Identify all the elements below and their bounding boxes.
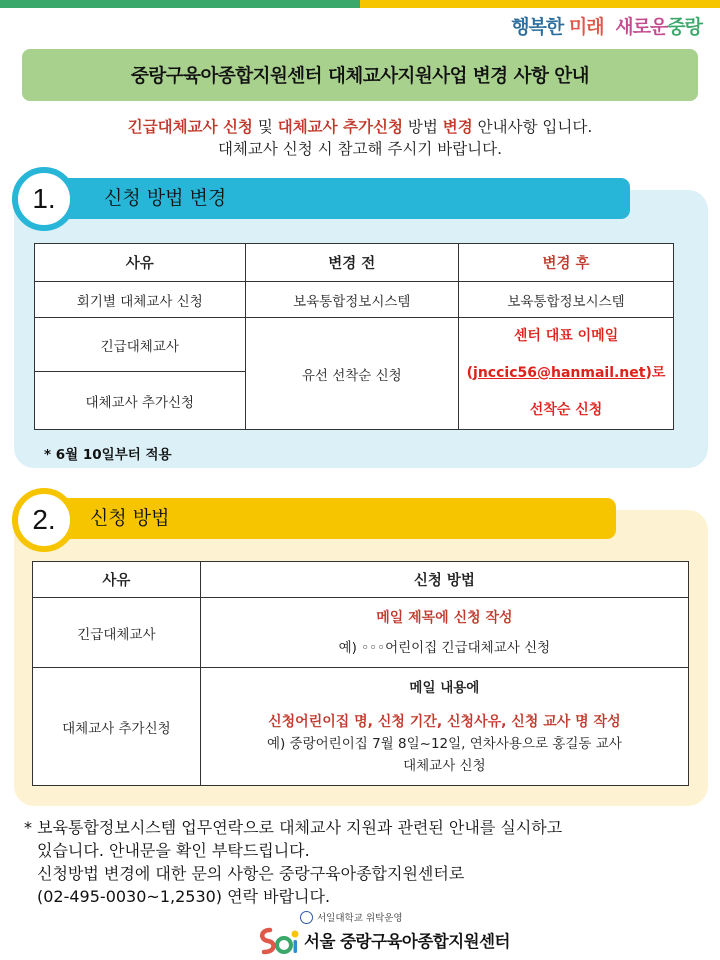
after-line-1: 센터 대표 이메일 — [513, 328, 619, 344]
footer-notice — [24, 816, 562, 908]
intro-and: 및 — [252, 118, 278, 136]
after-line-2 — [459, 355, 673, 392]
intro-highlight-3: 변경 — [442, 118, 473, 136]
cell-reason: 긴급대체교사 — [35, 318, 246, 372]
org-operator-text: 서일대학교 위탁운영 — [317, 913, 403, 924]
cell-after-merged — [459, 318, 674, 430]
slogan-word-2: 미래 — [568, 16, 604, 38]
slogan-word-4: 중랑 — [667, 16, 702, 38]
header-after: 변경 후 — [459, 244, 674, 282]
cell-after: 보육통합정보시스템 — [459, 282, 674, 318]
cell-reason: 대체교사 추가신청 — [33, 668, 201, 786]
intro-highlight-2: 대체교사 추가신청 — [277, 118, 403, 136]
after-line-3: 선착순 신청 — [529, 402, 603, 418]
cell-reason: 회기별 대체교사 신청 — [35, 282, 246, 318]
cell-method — [200, 598, 688, 668]
method-line-4: 대체교사 신청 — [403, 757, 486, 774]
method-line-3: 예) 중랑어린이집 7월 8일~12일, 연차사용으로 홍길동 교사 — [266, 735, 622, 752]
change-table — [34, 243, 674, 430]
intro-line-1 — [0, 116, 720, 138]
cell-reason: 대체교사 추가신청 — [35, 372, 246, 430]
method-table — [32, 561, 689, 786]
section-2-title: 신청 방법 — [90, 507, 170, 529]
center-logo-icon — [256, 924, 300, 958]
method-line-1: 메일 제목에 신청 작성 — [376, 609, 513, 626]
footer-line-1: * 보육통합정보시스템 업무연락으로 대체교사 지원과 관련된 안내를 실시하고 — [24, 818, 563, 837]
university-seal-icon — [300, 911, 313, 924]
slogan-logo — [511, 12, 702, 39]
slogan-word-3: 새로운 — [615, 16, 668, 38]
method-line-2: 신청어린이집 명, 신청 기간, 신청사유, 신청 교사 명 작성 — [268, 713, 621, 730]
header-reason: 사유 — [35, 244, 246, 282]
cell-before: 보육통합정보시스템 — [245, 282, 459, 318]
method-line-1: 메일 내용에 — [409, 679, 480, 696]
page-title: 중랑구육아종합지원센터 대체교사지원사업 변경 사항 안내 — [22, 49, 698, 101]
top-accent-bar-yellow — [360, 0, 720, 8]
cell-before-merged: 유선 선착순 신청 — [245, 318, 459, 430]
header-reason: 사유 — [33, 562, 201, 598]
table-header-row — [35, 244, 674, 282]
email-close-paren: )로 — [645, 365, 666, 381]
table-row — [33, 598, 689, 668]
intro-highlight-1: 긴급대체교사 신청 — [127, 118, 253, 136]
intro-text — [0, 116, 720, 160]
section-1-title: 신청 방법 변경 — [104, 187, 227, 209]
section-2-number: 2. — [12, 488, 76, 552]
top-accent-bar-green — [0, 0, 360, 8]
method-line-2: 예) ◦◦◦어린이집 긴급대체교사 신청 — [338, 639, 551, 656]
org-name: 서울 중랑구육아종합지원센터 — [304, 932, 510, 951]
header-before: 변경 전 — [245, 244, 459, 282]
intro-line-2: 대체교사 신청 시 참고해 주시기 바랍니다. — [217, 140, 503, 158]
section-1-note: * 6월 10일부터 적용 — [44, 447, 172, 463]
footer-line-4: (02-495-0030~1,2530) 연락 바랍니다. — [37, 887, 331, 906]
intro-rest: 안내사항 입니다. — [472, 118, 593, 136]
cell-reason: 긴급대체교사 — [33, 598, 201, 668]
footer-line-2: 있습니다. 안내문을 확인 부탁드립니다. — [37, 841, 310, 860]
section-1-number: 1. — [12, 167, 76, 231]
org-operator — [300, 910, 403, 924]
slogan-word-1: 행복한 — [511, 16, 564, 38]
intro-method: 방법 — [402, 118, 443, 136]
table-header-row — [33, 562, 689, 598]
footer-line-3: 신청방법 변경에 대한 문의 사항은 중랑구육아종합지원센터로 — [37, 864, 465, 883]
email-open-paren: ( — [466, 365, 474, 381]
table-row — [35, 282, 674, 318]
table-row — [33, 668, 689, 786]
cell-method — [200, 668, 688, 786]
header-method: 신청 방법 — [200, 562, 688, 598]
table-row — [35, 318, 674, 372]
email-link[interactable]: jnccic56@hanmail.net — [473, 365, 646, 381]
